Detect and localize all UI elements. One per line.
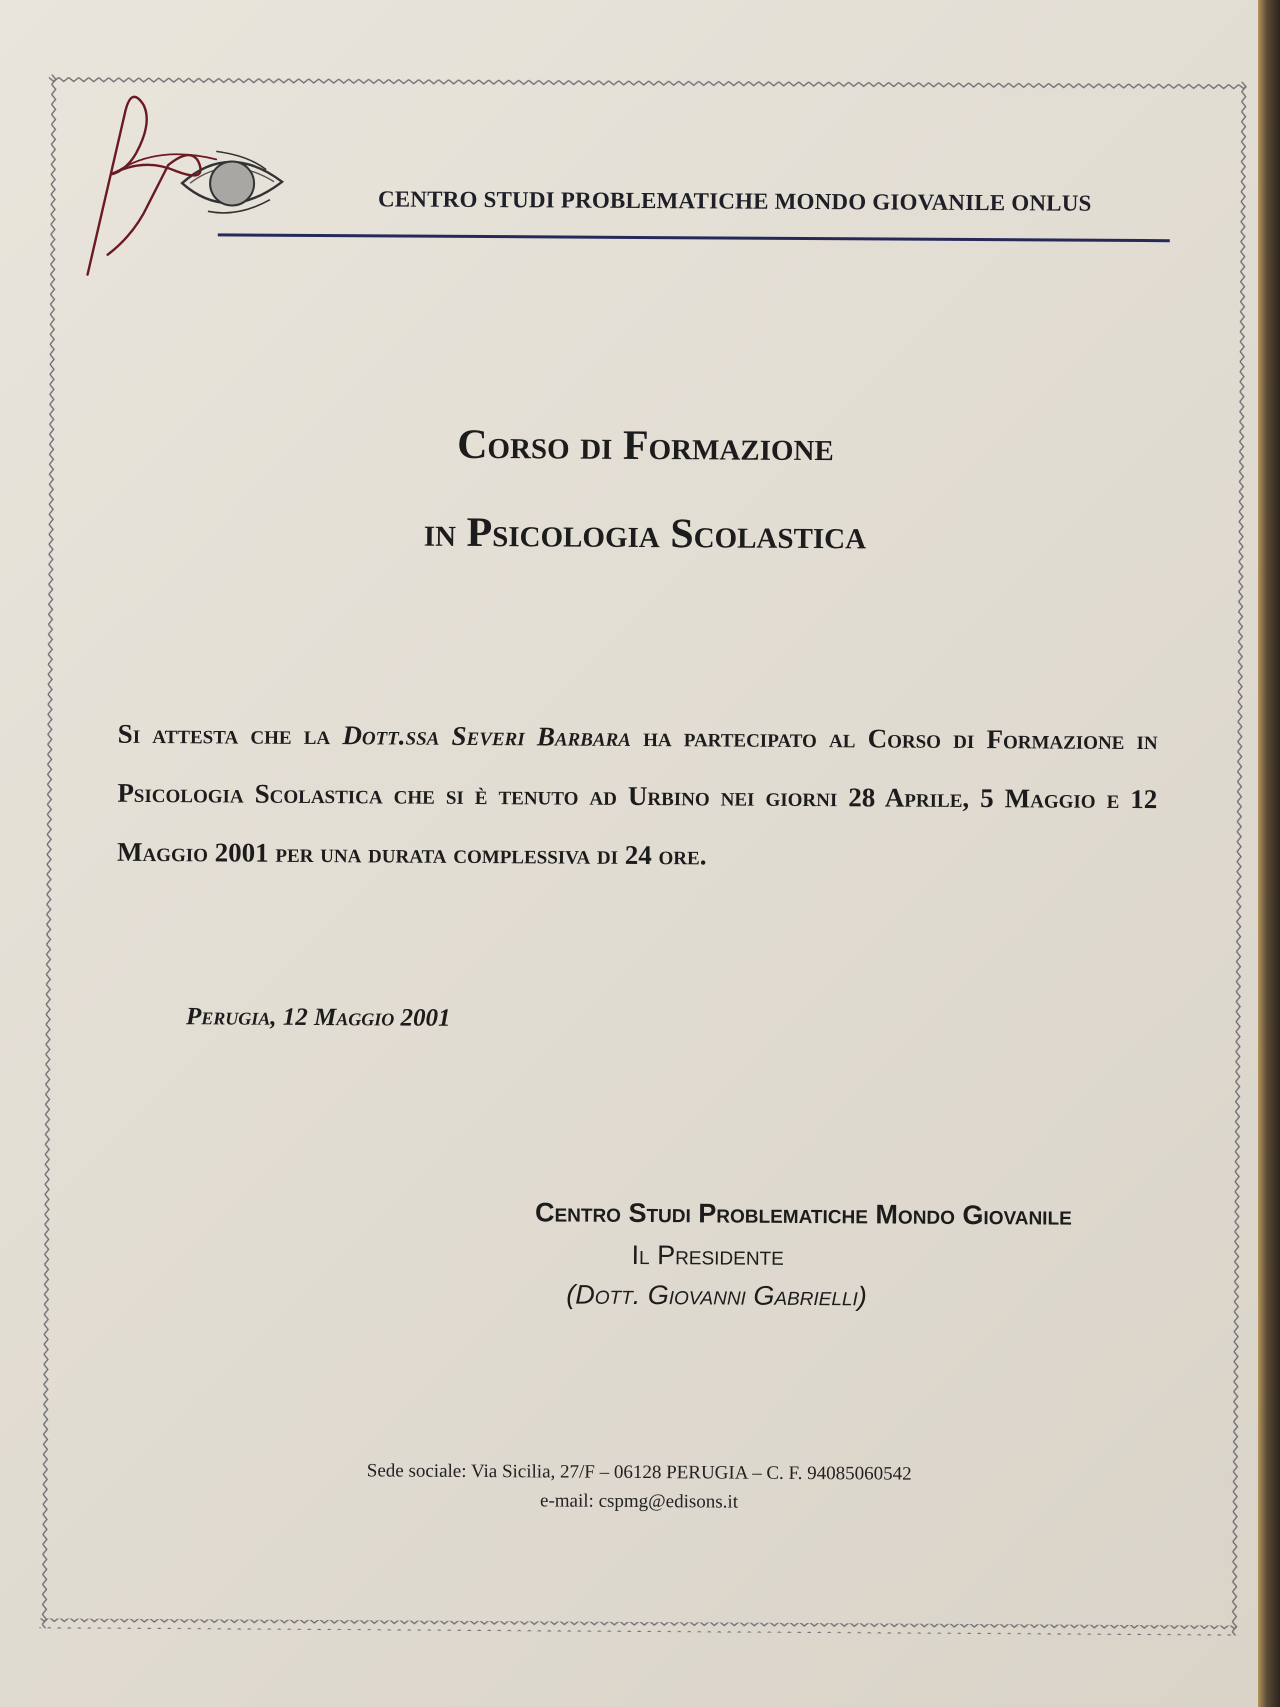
- footer-address: Sede sociale: Via Sicilia, 27/F – 06128 PERUGIA – C. F. 94085060542: [366, 1460, 912, 1485]
- certificate-title-line1: Corso di Formazione: [457, 421, 834, 471]
- signatory-name: (Dott. Giovanni Gabrielli): [566, 1279, 867, 1312]
- footer-email: e-mail: cspmg@edisons.it: [539, 1490, 739, 1513]
- letterhead-org-name: CENTRO STUDI PROBLEMATICHE MONDO GIOVANILE ONLUS: [377, 186, 1092, 216]
- signatory-role: Il Presidente: [631, 1239, 784, 1271]
- recipient-name: Dott.ssa Severi Barbara: [342, 720, 632, 752]
- attestation-part2: ha partecipato al Corso di Formazione in Psicologia Scolastica che si è tenuto ad Urbino nei giorni 28 Aprile, 5 Maggio e 12 Maggio 2001 per una durata complessiva di 24 ore.: [116, 721, 1158, 871]
- signature-block: [432, 1197, 1072, 1312]
- signatory-organization: Centro Studi Problematiche Mondo Giovanile: [534, 1197, 1072, 1231]
- certificate-title-line2: in Psicologia Scolastica: [423, 509, 867, 559]
- footer: [40, 1454, 1238, 1519]
- attestation-text: [117, 705, 1158, 888]
- attestation-part1: Si attesta che la: [117, 718, 343, 751]
- header-rule: [218, 233, 1170, 242]
- handwritten-signature: [47, 74, 238, 295]
- letterhead: [178, 147, 1135, 253]
- decorative-border: [39, 74, 1246, 1635]
- table-edge: [1258, 0, 1280, 1707]
- place-date: Perugia, 12 Maggio 2001: [185, 1003, 451, 1032]
